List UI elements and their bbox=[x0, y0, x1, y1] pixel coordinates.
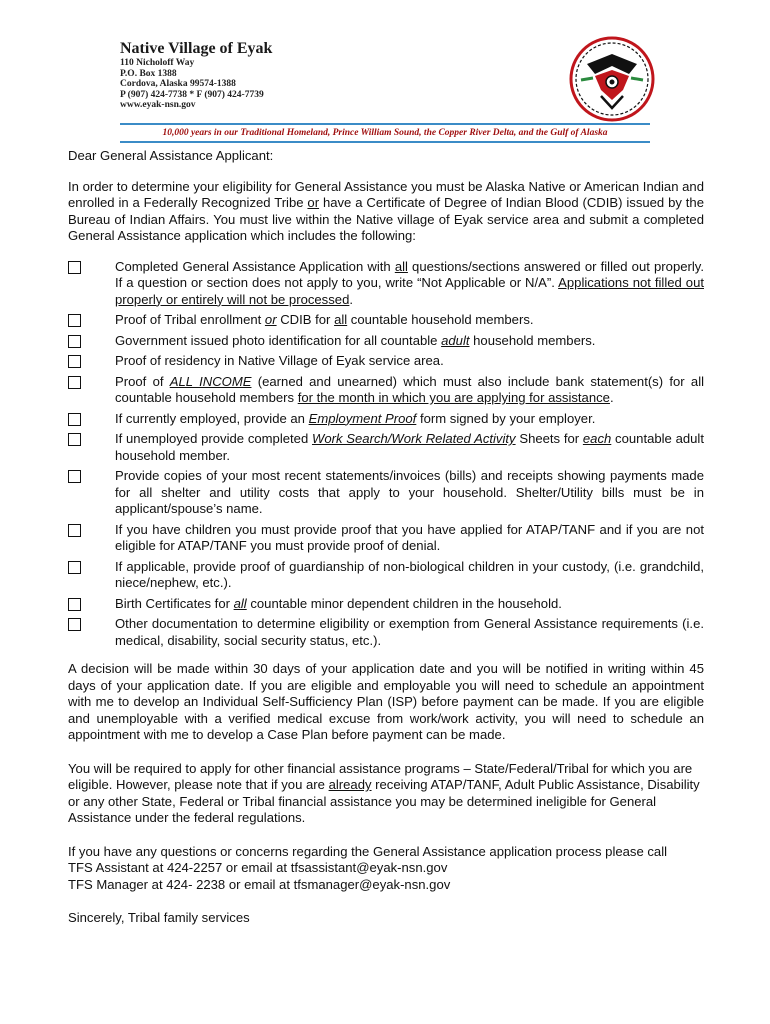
intro-paragraph: In order to determine your eligibility for General Assistance you must be Alaska Native or American Indian and enrolled in a Federally Recognized Tribe or have a Certificate of Degree of Indian Blood (CDIB) issued by the Bureau of Indian Affairs. You must live within the Native village of Eyak service area and submit a completed General Assistance application which includes the following: bbox=[68, 178, 704, 243]
checkbox[interactable] bbox=[68, 598, 81, 611]
letterhead-rule bbox=[120, 123, 650, 125]
checkbox[interactable] bbox=[68, 524, 81, 537]
checkbox[interactable] bbox=[68, 314, 81, 327]
programs-paragraph: You will be required to apply for other financial assistance programs – State/Federal/Tribal for which you are eligible. However, please note that if you are already receiving ATAP/TANF, Adult Public Assistance, Disability or any other State, Federal or Tribal financial assistance you may be determined ineligible for General Assistance under the federal regulations. bbox=[68, 760, 700, 825]
checkbox[interactable] bbox=[68, 376, 81, 389]
checkbox[interactable] bbox=[68, 470, 81, 483]
checklist-item: Other documentation to determine eligibility or exemption from General Assistance requirements (i.e. medical, disability, social security status, etc.). bbox=[68, 616, 704, 649]
contact-line: If you have any questions or concerns regarding the General Assistance application process please call bbox=[68, 843, 668, 859]
checkbox[interactable] bbox=[68, 335, 81, 348]
letterhead bbox=[120, 40, 680, 150]
contact-line: TFS Manager at 424- 2238 or email at tfsmanager@eyak-nsn.gov bbox=[68, 876, 451, 892]
checkbox[interactable] bbox=[68, 561, 81, 574]
greeting: Dear General Assistance Applicant: bbox=[68, 148, 274, 163]
checklist-item: If you have children you must provide proof that you have applied for ATAP/TANF and if you are not eligible for ATAP/TANF you must provide proof of denial. bbox=[68, 522, 704, 555]
checkbox[interactable] bbox=[68, 433, 81, 446]
checklist-item: Provide copies of your most recent statements/invoices (bills) and receipts showing payments made for all shelter and utility costs that apply to your household. Shelter/Utility bills must be in applicant/spouse’s name. bbox=[68, 468, 704, 518]
letter-body bbox=[68, 148, 704, 927]
checklist-item: If currently employed, provide an Employment Proof form signed by your employer. bbox=[68, 411, 704, 428]
address-line: Cordova, Alaska 99574-1388 bbox=[120, 79, 236, 90]
checkbox[interactable] bbox=[68, 261, 81, 274]
address-line: 110 Nicholoff Way bbox=[120, 58, 195, 68]
checklist-item: Proof of ALL INCOME (earned and unearned) which must also include bank statement(s) for all countable household members for the month in which you are applying for assistance. bbox=[68, 374, 704, 407]
checklist-item: Proof of Tribal enrollment or CDIB for all countable household members. bbox=[68, 312, 704, 329]
checklist-item: If unemployed provide completed Work Search/Work Related Activity Sheets for each countable adult household member. bbox=[68, 431, 704, 464]
decision-paragraph: A decision will be made within 30 days of your application date and you will be notified in writing within 45 days of your application date. If you are eligible and employable you will need to schedule an appointment with me to develop an Individual Self-Sufficiency Plan (ISP) before payment can be made. If you are eligible and unemployable with a verified medical excuse from work/work activity, you will need to schedule an appointment with me to develop a Case Plan before payment can be made. bbox=[68, 661, 704, 742]
requirements-checklist bbox=[68, 259, 704, 650]
address-line: P.O. Box 1388 bbox=[120, 68, 177, 79]
checkbox[interactable] bbox=[68, 355, 81, 368]
website-line: www.eyak-nsn.gov bbox=[120, 100, 196, 111]
checkbox[interactable] bbox=[68, 618, 81, 631]
checkbox[interactable] bbox=[68, 413, 81, 426]
checklist-item: If applicable, provide proof of guardianship of non-biological children in your custody, (i.e. grandchild, niece/nephew, etc.). bbox=[68, 559, 704, 592]
checklist-item: Government issued photo identification for all countable adult household members. bbox=[68, 333, 704, 350]
letterhead-rule bbox=[120, 141, 650, 143]
checklist-item: Proof of residency in Native Village of Eyak service area. bbox=[68, 353, 704, 370]
org-address bbox=[120, 58, 264, 111]
letterhead-tagline: 10,000 years in our Traditional Homeland, Prince William Sound, the Copper River Delta, and the Gulf of Alaska bbox=[162, 128, 608, 138]
contact-line: TFS Assistant at 424-2257 or email at tfsassistant@eyak-nsn.gov bbox=[68, 860, 448, 875]
checklist-item: Birth Certificates for all countable minor dependent children in the household. bbox=[68, 596, 704, 613]
phone-fax-line: P (907) 424-7738 * F (907) 424-7739 bbox=[120, 89, 264, 100]
checklist-item: Completed General Assistance Application with all questions/sections answered or filled out properly. If a question or section does not apply to you, write “Not Applicable or N/A”. Applications not filled out properly or entirely will not be processed. bbox=[68, 259, 704, 309]
closing: Sincerely, Tribal family services bbox=[68, 910, 250, 925]
org-name: Native Village of Eyak bbox=[120, 40, 273, 57]
tribal-logo-icon bbox=[567, 34, 657, 124]
contact-block bbox=[68, 844, 704, 894]
